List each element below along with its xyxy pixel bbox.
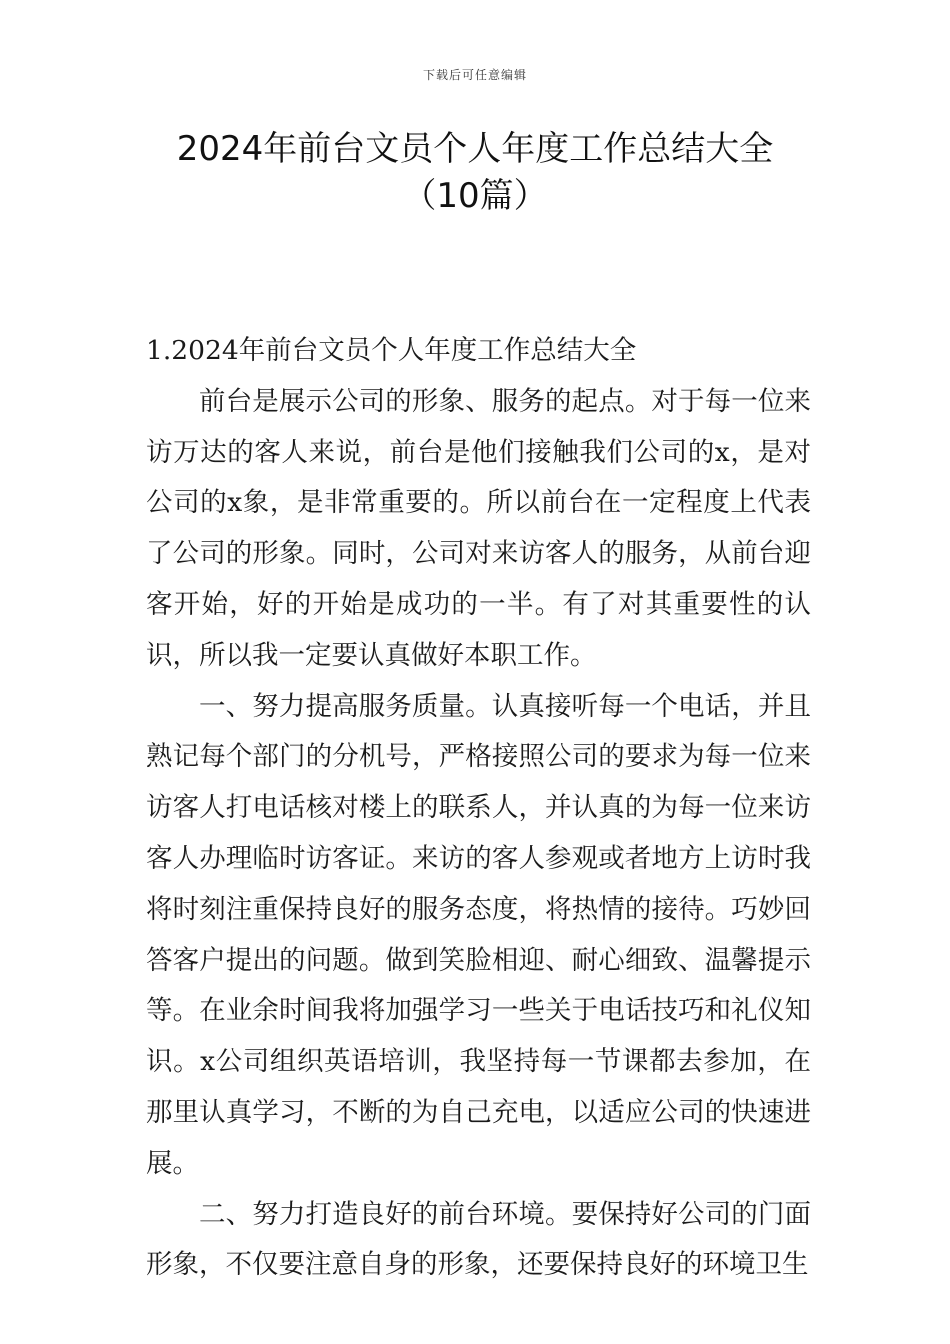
document-body (146, 326, 811, 1291)
paragraph-front-desk-environment: 二、努力打造良好的前台环境。要保持好公司的门面形象，不仅要注意自身的形象，还要保持良好的环境卫生 (146, 1198, 811, 1281)
document-title-line-2: （10篇） (402, 176, 548, 216)
document-title-line-1: 2024年前台文员个人年度工作总结大全 (176, 129, 774, 169)
section-heading: 1.2024年前台文员个人年度工作总结大全 (146, 335, 637, 366)
paragraph-service-quality: 一、努力提高服务质量。认真接听每一个电话，并且熟记每个部门的分机号，严格接照公司的要求为每一位来访客人打电话核对楼上的联系人，并认真的为每一位来访客人办理临时访客证。来访的客人参观或者地方上访时我将时刻注重保持良好的服务态度，将热情的接待。巧妙回答客户提出的问题。做到笑脸相迎、耐心细致、温馨提示等。在业余时间我将加强学习一些关于电话技巧和礼仪知识。x公司组织英语培训，我坚持每一节课都去参加，在那里认真学习，不断的为自己充电，以适应公司的快速进展。 (146, 690, 811, 1179)
paragraph-intro: 前台是展示公司的形象、服务的起点。对于每一位来访万达的客人来说，前台是他们接触我们公司的x，是对公司的x象，是非常重要的。所以前台在一定程度上代表了公司的形象。同时，公司对来访客人的服务，从前台迎客开始，好的开始是成功的一半。有了对其重要性的认识，所以我一定要认真做好本职工作。 (146, 385, 811, 671)
document-title (100, 126, 850, 220)
header-note: 下载后可任意编辑 (422, 68, 527, 82)
